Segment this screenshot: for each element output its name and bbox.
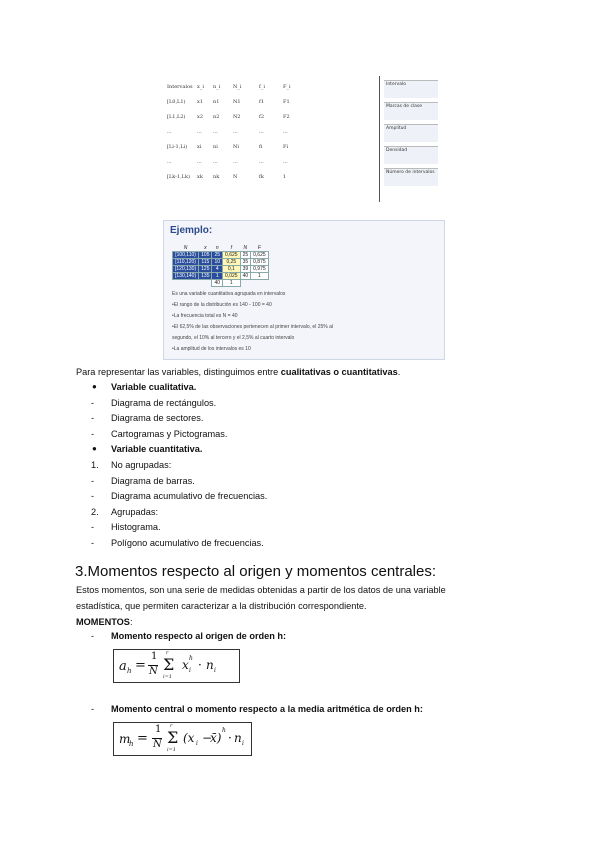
list-marker: - [91, 428, 95, 439]
example-figure [163, 220, 445, 360]
list-item: Cartogramas y Pictogramas. [111, 428, 228, 439]
f2-den: N [153, 739, 162, 750]
section-heading: 3.Momentos respecto al origen y momentos centrales: [75, 563, 437, 580]
example-header-cell: N [173, 245, 199, 252]
example-cell: 39 [240, 266, 251, 273]
example-line: Es una variable cuantitativa agrupada en intervalos [172, 291, 286, 297]
frequency-table-figure [163, 76, 441, 202]
f1-sub: h [127, 667, 132, 675]
fig1-cell: [Lk-1,Lk) [167, 174, 190, 180]
item2-marker: - [91, 704, 95, 714]
list-item: Polígono acumulativo de frecuencias. [111, 538, 264, 548]
fig1-cell: x1 [197, 99, 204, 105]
fig1-cell: ... [283, 159, 288, 165]
example-cell: 1 [251, 273, 269, 280]
fig1-cell: 1 [283, 174, 287, 180]
example-header-cell: N [240, 245, 251, 252]
list-marker: - [91, 475, 95, 486]
f2-xbar: x̄) [210, 731, 222, 745]
fig1-cell: [L0,L1) [167, 99, 186, 105]
f1-n-sub: i [214, 667, 216, 674]
f1-term-sup: h [189, 655, 193, 662]
f2-sum-low: i=1 [167, 747, 176, 753]
fig1-cell: f_i [259, 84, 265, 90]
f2-term: (x [183, 731, 195, 745]
example-cell: 40 [240, 273, 251, 280]
fig1-cell: xi [197, 144, 202, 150]
fig1-cell: x_i [197, 84, 204, 90]
momentos-bold: MOMENTOS [76, 617, 130, 627]
fig1-cell: ... [259, 159, 264, 165]
fig1-cell: f1 [259, 99, 265, 105]
fig1-cell: n1 [213, 99, 220, 105]
example-table [172, 245, 269, 287]
intro-text: Para representar las variables, distinguimos entre [76, 367, 281, 377]
f2-n-sub: i [242, 740, 244, 747]
f1-term: x [182, 658, 189, 672]
moment-origin-label: Momento respecto al origen de orden h: [111, 631, 287, 641]
fig1-cell: F_i [283, 84, 291, 90]
fig1-cell: [L1,L2) [167, 114, 186, 120]
list-marker: - [91, 491, 95, 502]
list-marker: 1. [91, 460, 99, 470]
f1-num: 1 [151, 651, 158, 662]
intro-paragraph [76, 366, 400, 378]
example-line: segundo, el 10% al tercero y el 2,5% al cuarto intervalo [172, 335, 295, 341]
fig1-cell: N [233, 174, 238, 180]
fig1-cell: N1 [233, 99, 241, 105]
example-cell: [130,140) [173, 273, 199, 280]
fig1-side-label: Marcas de clase [384, 102, 438, 120]
example-line: •El 62,5% de las observaciones pertenecen al primer intervalo, el 25% al [172, 324, 334, 330]
list-marker: - [91, 522, 95, 533]
fig1-cell: F1 [283, 99, 290, 105]
example-cell: 0,875 [251, 259, 269, 266]
list-marker: - [91, 397, 95, 408]
example-cell: 25 [240, 252, 251, 259]
fig1-cell: ... [233, 159, 238, 165]
list-item: Diagrama acumulativo de frecuencias. [111, 491, 268, 502]
fig1-sidebar [379, 76, 441, 202]
example-cell: 135 [199, 273, 212, 280]
example-cell: 35 [240, 259, 251, 266]
list-item: Variable cualitativa. [111, 382, 197, 392]
example-line: •El rango de la distribución es 140 - 100 = 40 [172, 302, 272, 308]
fig1-cell: fk [259, 174, 264, 180]
f2-eq: = [137, 731, 148, 746]
example-cell: [120,130) [173, 266, 199, 273]
list-marker: - [91, 538, 95, 548]
fig1-cell: N_i [233, 84, 242, 90]
f1-den: N [149, 666, 158, 677]
fig1-cell: ... [259, 129, 264, 135]
list-item: Agrupadas: [111, 506, 158, 517]
fig1-cell: ... [197, 159, 202, 165]
f2-term-sup: h [222, 727, 226, 734]
list-item: Variable cuantitativa. [111, 444, 203, 455]
fig1-cell: n_i [213, 84, 221, 90]
example-total-cell [199, 280, 212, 287]
fig1-cell: Ni [233, 144, 239, 150]
fig1-cell: F2 [283, 114, 290, 120]
example-cell: 115 [199, 259, 212, 266]
list-item: Histograma. [111, 522, 161, 533]
example-title: Ejemplo: [170, 225, 213, 236]
f1-dot: · [198, 658, 202, 672]
fig1-side-label: Número de intervalos [384, 168, 438, 186]
fig1-side-label: Intervalo [384, 80, 438, 98]
fig1-cell: ... [283, 129, 288, 135]
example-header-cell: x [199, 245, 212, 252]
fig1-cell: nk [213, 174, 220, 180]
fig1-cell: n2 [213, 114, 220, 120]
example-total-cell [173, 280, 199, 287]
fig1-cell: ... [167, 159, 172, 165]
fig1-cell: ni [213, 144, 218, 150]
example-cell: 4 [212, 266, 223, 273]
list-marker: 2. [91, 506, 99, 517]
formula-origin-moment [113, 649, 240, 683]
f1-n: n [206, 658, 214, 672]
list-marker: ● [92, 382, 97, 391]
fig1-cell: N2 [233, 114, 241, 120]
example-header-cell: F [251, 245, 269, 252]
list-item: Diagrama de sectores. [111, 413, 204, 424]
fig1-cell: x2 [197, 114, 204, 120]
example-header-cell: n [212, 245, 223, 252]
fig1-cell: fi [259, 144, 263, 150]
section-paragraph-2: estadística, que permiten caracterizar a la distribución correspondiente. [76, 601, 367, 611]
example-line: •La frecuencia total es N = 40 [172, 313, 238, 319]
fig1-cell: Fi [283, 144, 289, 150]
fig1-cell: xk [197, 174, 203, 180]
fig1-cell: [Li-1,Li) [167, 144, 188, 150]
example-cell: 0,625 [251, 252, 269, 259]
item1-marker: - [91, 631, 95, 641]
f2-dot: · [228, 731, 232, 745]
intro-bold: cualitativas o cuantitativas [280, 367, 398, 377]
fig1-cell: ... [197, 129, 202, 135]
example-cell: 0,1 [223, 266, 241, 273]
f2-sub: h [129, 740, 134, 748]
f1-sum-low: i=1 [163, 674, 172, 680]
example-total-cell [240, 280, 251, 287]
f2-term-sub: i [196, 740, 198, 747]
example-total-cell [251, 280, 269, 287]
f1-sum: Σ [163, 655, 175, 674]
example-cell: 10 [212, 259, 223, 266]
fig1-cell: f2 [259, 114, 265, 120]
intro-period: . [397, 367, 401, 377]
example-cell: 0,025 [223, 273, 241, 280]
f1-lhs: a [119, 659, 127, 674]
f1-term-sub: i [189, 667, 191, 674]
f1-sum-up: r [166, 650, 169, 656]
list-item: Diagrama de rectángulos. [111, 397, 217, 408]
f2-sum: Σ [167, 728, 179, 747]
f2-n: n [234, 731, 242, 745]
example-cell: 0,25 [223, 259, 241, 266]
example-cell: 105 [199, 252, 212, 259]
example-total-cell: 1 [223, 280, 241, 287]
example-cell: [100,110) [173, 252, 199, 259]
formula-central-moment [113, 722, 252, 756]
example-cell: 125 [199, 266, 212, 273]
momentos-colon: : [129, 617, 133, 627]
fig1-cell: ... [213, 159, 218, 165]
fig1-side-label: Amplitud [384, 124, 438, 142]
f2-lhs: m [119, 732, 131, 746]
fig1-cell: ... [167, 129, 172, 135]
fig1-cell: ... [213, 129, 218, 135]
fig1-cell: Intervalos [167, 84, 193, 90]
example-line: •La amplitud de los intervalos es 10 [172, 346, 251, 352]
list-item: Diagrama de barras. [111, 475, 195, 486]
list-item: No agrupadas: [111, 460, 172, 470]
section-paragraph-1: Estos momentos, son una serie de medidas obtenidas a partir de los datos de una variable [76, 585, 446, 595]
fig1-cell: ... [233, 129, 238, 135]
example-cell: 1 [212, 273, 223, 280]
moment-central-label: Momento central o momento respecto a la media aritmética de orden h: [111, 704, 423, 714]
example-cell: 25 [212, 252, 223, 259]
momentos-label [76, 616, 133, 628]
list-marker: ● [92, 444, 97, 454]
example-cell: 0,975 [251, 266, 269, 273]
example-header-cell: f [223, 245, 241, 252]
example-cell: [110,120) [173, 259, 199, 266]
f1-eq: = [135, 658, 146, 673]
fig1-side-label: Densidad [384, 146, 438, 164]
example-total-cell: 40 [212, 280, 223, 287]
list-marker: - [91, 413, 95, 424]
example-cell: 0,625 [223, 252, 241, 259]
f2-minus: − [202, 731, 213, 745]
f2-sum-up: r [170, 723, 173, 729]
f2-num: 1 [155, 724, 162, 735]
